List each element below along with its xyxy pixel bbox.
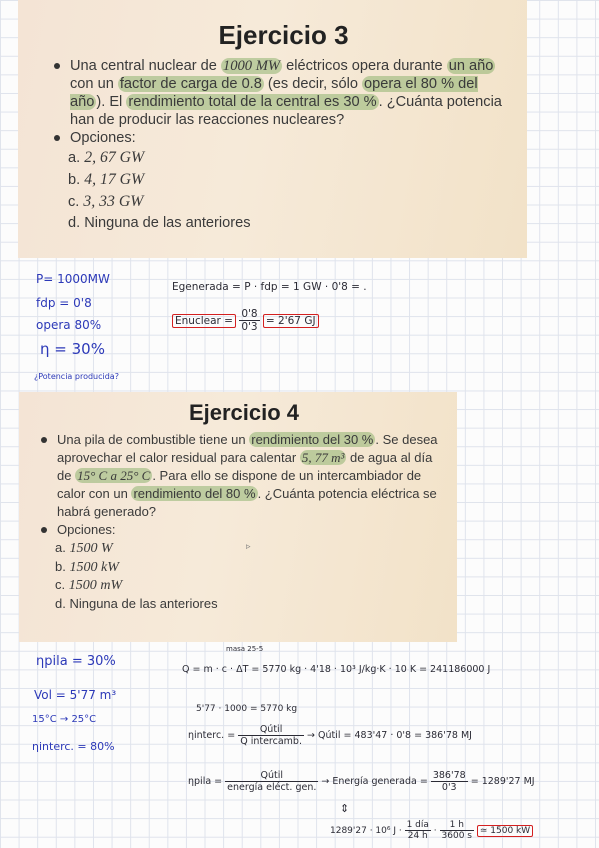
note4-heat-equation: Q = m · c · ΔT = 5770 kg · 4'18 · 10³ J/kg·K · 10 K = 241186000 J bbox=[182, 664, 491, 675]
exercise-4-bullets bbox=[41, 431, 447, 539]
answer-box-4: ≃ 1500 kW bbox=[477, 825, 533, 837]
highlight-efficiency-80: rendimiento del 80 % bbox=[133, 486, 256, 501]
exercise-3-card bbox=[18, 0, 527, 258]
exercise-4-card bbox=[19, 392, 457, 642]
note4-final-conversion: 1289'27 · 10⁶ J · $\frac{\text{1 día}}{24 h}$ · $\frac{1 h}{3600 s}$ ≃ 1500 kW bbox=[330, 820, 533, 841]
note4-volume: Vol = 5'77 m³ bbox=[34, 688, 117, 702]
exercise-3-question: Una central nuclear de 1000 MW eléctricos opera durante un año con un factor de carga de 0.8 (es decir, sólo opera el 80 % del año ). El rendimiento total de la central es 30 % . ¿Cuánta potencia han de producir las reacciones nucleares? bbox=[54, 57, 513, 129]
option-b: b. 4, 17 GW bbox=[68, 171, 145, 188]
answer-box-3: = 2'67 GJ bbox=[263, 314, 319, 328]
option-d: d. Ninguna de las anteriores bbox=[55, 595, 218, 611]
highlight-load-factor: factor de carga de 0.8 bbox=[119, 76, 262, 92]
note4-equivalence-arrow: ⇕ bbox=[340, 802, 350, 815]
highlight-efficiency-30: rendimiento del 30 % bbox=[251, 432, 374, 447]
option-b: b. 1500 kW bbox=[55, 558, 119, 575]
exercise-3-options-label: Opciones: bbox=[54, 129, 513, 147]
highlight-year: un año bbox=[448, 58, 494, 74]
note4-eta-interc-equation: ηinterc. = $\frac{\text{Qútil}}{\text{Q intercamb.}}$ → Qútil = 483'47 · 0'8 = 386'78 MJ bbox=[188, 724, 472, 747]
highlight-volume: 5, 77 m³ bbox=[301, 450, 345, 465]
option-a: a. 1500 W bbox=[55, 540, 113, 556]
note3-equation-nuclear: Enuclear = $\frac{0'8}{0'3}$ = 2'67 GJ bbox=[172, 308, 319, 333]
exercise-3-bullets bbox=[54, 57, 513, 147]
option-c: c. 1500 mW bbox=[55, 577, 123, 593]
highlight-power: 1000 MW bbox=[222, 58, 281, 74]
note4-eta-pila-equation: ηpila = $\frac{\text{Qútil}}{\text{energía eléct. gen.}}$ → Energía generada = $\frac{386'78}{0'3}$ = 1289'27 MJ bbox=[188, 770, 535, 793]
exercise-4-options bbox=[41, 539, 447, 613]
exercise-4-options-label: Opciones: bbox=[41, 521, 447, 539]
exercise-4-title: Ejercicio 4 bbox=[188, 400, 300, 425]
exercise-3-title: Ejercicio 3 bbox=[218, 20, 349, 50]
note4-eta-pila: ηpila = 30% bbox=[36, 654, 116, 669]
note4-top-annotation: masa 25-5 bbox=[226, 645, 264, 653]
mouse-cursor-icon: ▹ bbox=[246, 541, 251, 551]
highlight-efficiency: rendimiento total de la central es 30 % bbox=[128, 94, 377, 110]
note4-temperature: 15°C → 25°C bbox=[32, 714, 97, 725]
exercise-3-options bbox=[54, 147, 513, 234]
note3-efficiency: η = 30% bbox=[40, 340, 105, 358]
note3-operation: opera 80% bbox=[36, 318, 102, 332]
note4-mass: 5'77 · 1000 = 5770 kg bbox=[196, 704, 298, 714]
highlight-operation: opera el 80 % del año bbox=[70, 76, 478, 110]
note3-load-factor: fdp = 0'8 bbox=[36, 296, 92, 310]
option-a: a. 2, 67 GW bbox=[68, 149, 145, 166]
note3-power: P= 1000MW bbox=[36, 272, 110, 286]
exercise-4-question: Una pila de combustible tiene un rendimiento del 30 % . Se desea aprovechar el calor residual para calentar 5, 77 m³ de agua al día de 15° C a 25° C . Para ello se dispone de un intercambiador de calor con un rendimiento del 80 % . ¿Cuánta potencia eléctrica se habrá generado? bbox=[41, 431, 447, 521]
option-c: c. 3, 33 GW bbox=[68, 193, 144, 210]
option-d: d. Ninguna de las anteriores bbox=[68, 215, 251, 231]
note4-eta-interc: ηinterc. = 80% bbox=[32, 740, 115, 753]
highlight-temperature: 15° C a 25° C bbox=[77, 468, 151, 483]
note3-equation-generated: Egenerada = P · fdp = 1 GW · 0'8 = . bbox=[172, 281, 367, 293]
note3-question: ¿Potencia producida? bbox=[34, 372, 119, 381]
